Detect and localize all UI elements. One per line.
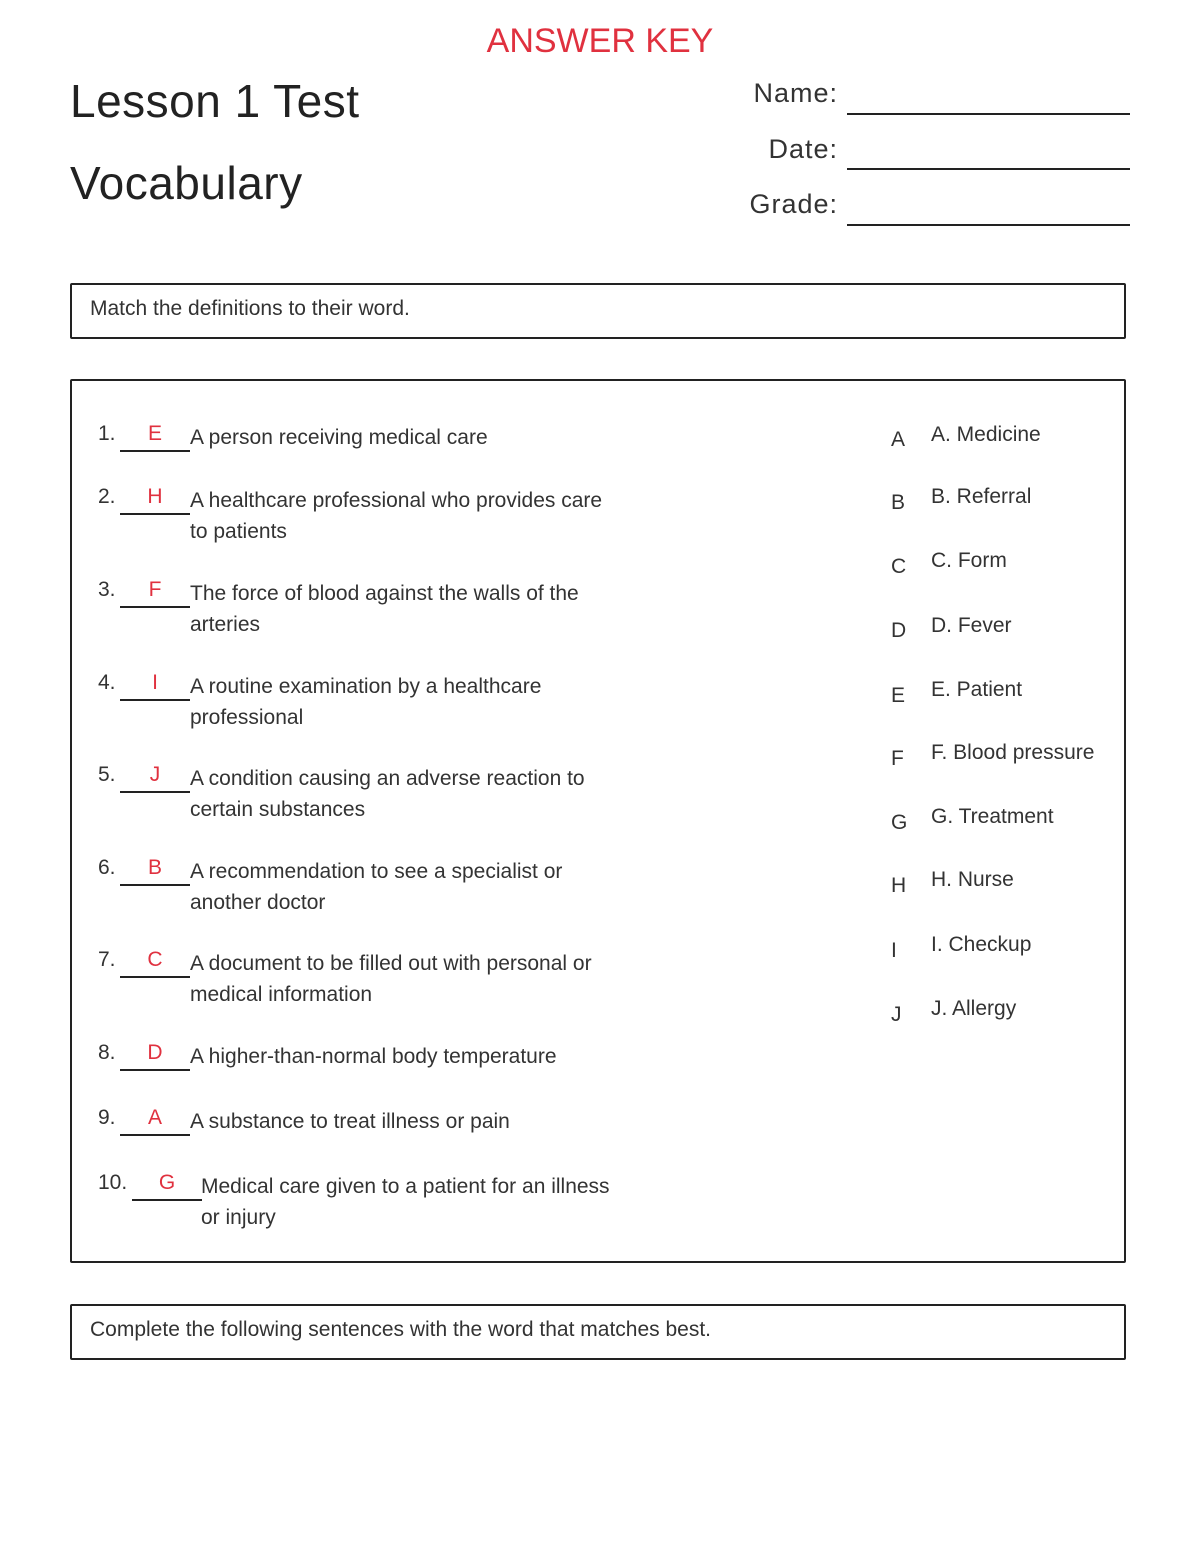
answer-blank[interactable]: C — [120, 948, 190, 978]
matching-instruction-box — [70, 283, 1126, 339]
choice-letter: F — [891, 747, 904, 770]
question-text: A condition causing an adverse reaction to certain substances — [190, 767, 585, 821]
choice-letter: I — [891, 939, 897, 962]
answer-blank[interactable]: H — [120, 485, 190, 515]
page-subtitle: Vocabulary — [70, 157, 303, 209]
name-line[interactable] — [847, 113, 1130, 115]
choice-word: I. Checkup — [931, 933, 1032, 956]
choice-word: H. Nurse — [931, 868, 1014, 891]
choice-letter: H — [891, 874, 907, 897]
question-number: 7. — [98, 948, 116, 971]
question-text: The force of blood against the walls of the arteries — [190, 582, 579, 636]
name-label: Name: — [753, 78, 838, 108]
question-text: A higher-than-normal body temperature — [190, 1045, 557, 1068]
page-title: Lesson 1 Test — [70, 75, 360, 127]
choice-letter: C — [891, 555, 907, 578]
choice-word: D. Fever — [931, 614, 1012, 637]
question-number: 5. — [98, 763, 116, 786]
question-number: 3. — [98, 578, 116, 601]
choice-letter: E — [891, 684, 906, 707]
matching-instruction: Match the definitions to their word. — [90, 297, 410, 320]
question-number: 8. — [98, 1041, 116, 1064]
choice-letter: J — [891, 1003, 902, 1026]
question-text: A document to be filled out with personal or medical information — [190, 952, 592, 1006]
answer-key-label: ANSWER KEY — [486, 22, 714, 60]
choice-word: E. Patient — [931, 678, 1023, 701]
choice-word: J. Allergy — [931, 997, 1017, 1020]
question-number: 6. — [98, 856, 116, 879]
answer-blank[interactable]: B — [120, 856, 190, 886]
answer-blank[interactable]: J — [120, 763, 190, 793]
answer-blank[interactable]: E — [120, 422, 190, 452]
answer-blank[interactable]: D — [120, 1041, 190, 1071]
date-label: Date: — [768, 134, 838, 164]
choice-word: F. Blood pressure — [931, 741, 1095, 764]
answer-blank[interactable]: G — [132, 1171, 202, 1201]
question-text: A person receiving medical care — [190, 426, 488, 449]
question-text: A substance to treat illness or pain — [190, 1110, 510, 1133]
choice-word: A. Medicine — [931, 423, 1041, 446]
choice-word: G. Treatment — [931, 805, 1054, 828]
question-text: A healthcare professional who provides care to patients — [190, 489, 603, 543]
answer-blank[interactable]: F — [120, 578, 190, 608]
question-number: 4. — [98, 671, 116, 694]
question-text: A routine examination by a healthcare professional — [190, 675, 542, 729]
question-number: 1. — [98, 422, 116, 445]
question-number: 2. — [98, 485, 116, 508]
choice-letter: G — [891, 811, 908, 834]
choice-letter: D — [891, 619, 907, 642]
question-text: Medical care given to a patient for an illness or injury — [201, 1175, 610, 1229]
completion-instruction-box — [70, 1304, 1126, 1360]
grade-line[interactable] — [847, 224, 1130, 226]
choice-letter: B — [891, 491, 906, 514]
grade-label: Grade: — [749, 189, 838, 219]
question-number: 10. — [98, 1171, 128, 1194]
choice-word: C. Form — [931, 549, 1007, 572]
question-number: 9. — [98, 1106, 116, 1129]
answer-blank[interactable]: A — [120, 1106, 190, 1136]
date-line[interactable] — [847, 168, 1130, 170]
answer-blank[interactable]: I — [120, 671, 190, 701]
choice-word: B. Referral — [931, 485, 1032, 508]
question-text: A recommendation to see a specialist or another doctor — [190, 860, 563, 914]
completion-instruction: Complete the following sentences with the word that matches best. — [90, 1318, 711, 1341]
choice-letter: A — [891, 428, 906, 451]
